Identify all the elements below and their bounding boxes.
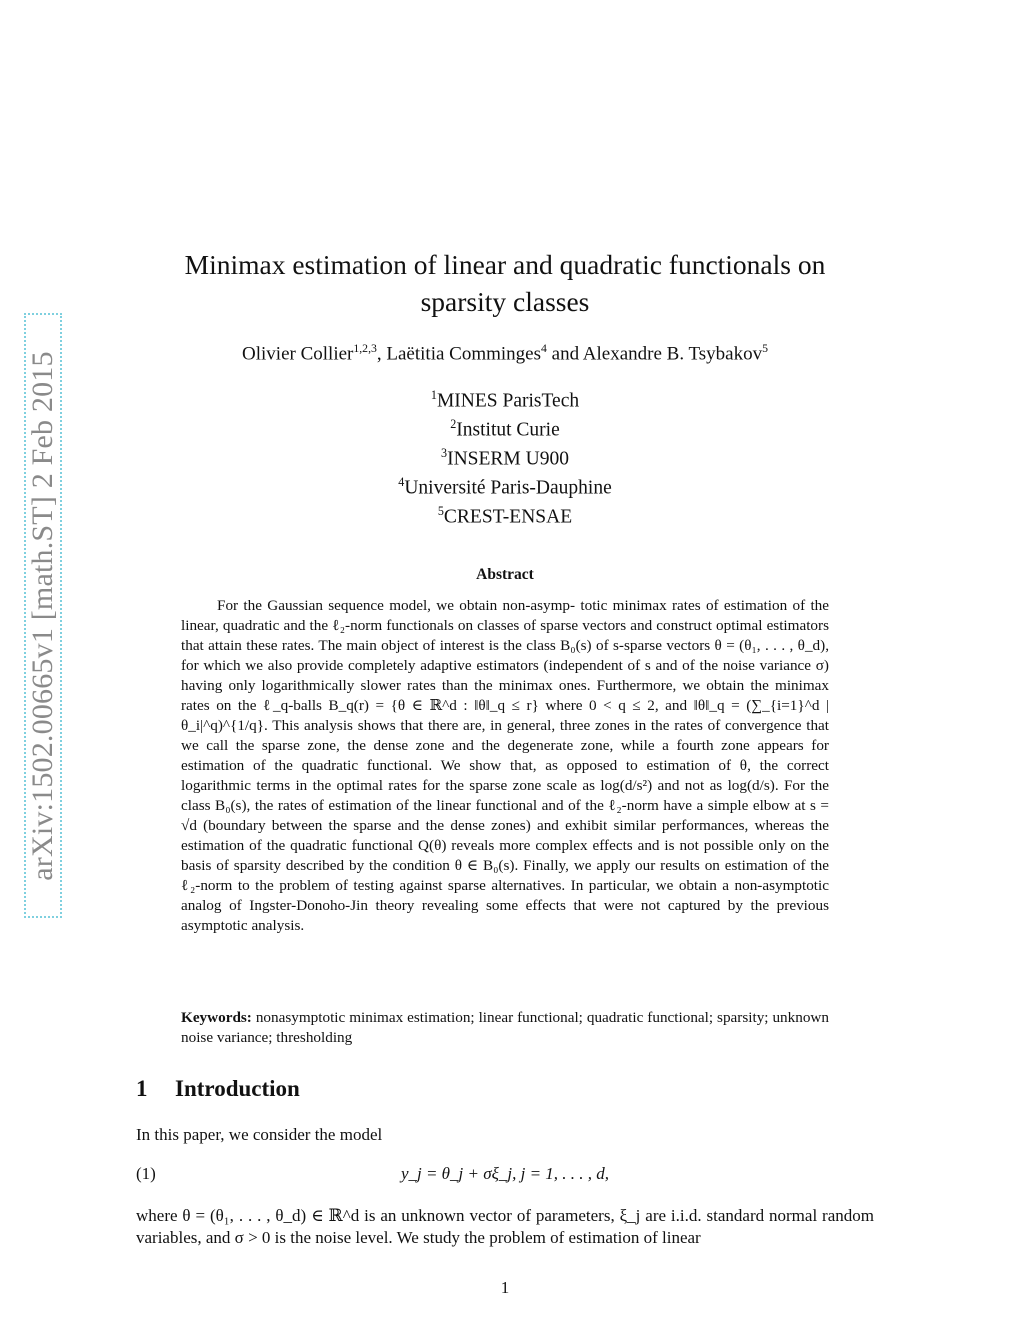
affiliation-list: [300, 384, 710, 529]
equation: y_j = θ_j + σξ_j, j = 1, . . . , d,: [400, 1164, 610, 1183]
author-2: Laëtitia Comminges: [386, 343, 541, 365]
equation-number: (1): [136, 1164, 156, 1183]
author-3-affil: 5: [762, 342, 768, 355]
title-line-2: sparsity classes: [420, 286, 590, 317]
affiliation-number: 5: [437, 503, 444, 518]
abstract-heading: Abstract: [476, 566, 534, 583]
section-heading: [136, 1076, 300, 1102]
paper-title: [140, 246, 870, 320]
author-separator: ,: [376, 343, 387, 365]
affiliation-number: 3: [441, 445, 448, 460]
affiliation: [300, 500, 710, 529]
affiliation: [300, 471, 710, 500]
author-separator: and: [546, 343, 583, 365]
author-1-affil: 1,2,3: [353, 342, 377, 355]
author-3: Alexandre B. Tsybakov: [582, 343, 763, 365]
affiliation-number: 4: [398, 474, 405, 489]
affiliation: [300, 442, 710, 471]
title-line-1: Minimax estimation of linear and quadratic functionals on: [184, 249, 826, 280]
author-list: [100, 342, 910, 365]
keywords: [181, 1008, 829, 1048]
keywords-label: Keywords:: [181, 1009, 252, 1026]
affiliation-name: Université Paris-Dauphine: [404, 477, 612, 499]
affiliation-name: CREST-ENSAE: [443, 506, 573, 528]
affiliation-name: MINES ParisTech: [436, 390, 580, 412]
section-number: 1: [136, 1076, 148, 1101]
affiliation: [300, 384, 710, 413]
intro-paragraph: In this paper, we consider the model: [136, 1125, 383, 1144]
affiliation-number: 1: [430, 388, 437, 402]
author-2-affil: 4: [541, 342, 547, 355]
keywords-text: nonasymptotic minimax estimation; linear functional; quadratic functional; sparsity; unknown noise variance; thresholding: [181, 1009, 829, 1046]
affiliation-number: 2: [450, 416, 457, 431]
arxiv-stamp: [24, 313, 62, 918]
affiliation-name: INSERM U900: [447, 448, 569, 470]
abstract-body: For the Gaussian sequence model, we obtain non-asymp- totic minimax rates of estimation of the linear, quadratic and the ℓ₂-norm functionals on classes of sparse vectors and construct optimal estimators that attain these rates. The main object of interest is the class B₀(s) of s-sparse vectors θ = (θ₁, . . . , θ_d), for which we also provide completely adaptive estimators (independent of s and of the noise variance σ) having only logarithmically slower rates than the minimax ones. Furthermore, we obtain the minimax rates on the ℓ_q-balls B_q(r) = {θ ∈ ℝ^d : ‖θ‖_q ≤ r} where 0 < q ≤ 2, and ‖θ‖_q = (∑_{i=1}^d |θ_i|^q)^{1/q}. This analysis shows that there are, in general, three zones in the rates of convergence that we call the sparse zone, the dense zone and the degenerate zone, while a fourth zone appears for estimation of the quadratic functional. We show that, as opposed to estimation of θ, the correct logarithmic terms in the optimal rates for the sparse zone scale as log(d/s²) and not as log(d/s). For the class B₀(s), the rates of estimation of the linear functional and of the ℓ₂-norm have a simple elbow at s = √d (boundary between the sparse and the dense zones) and exhibit similar performances, whereas the estimation of the quadratic functional Q(θ) reveals more complex effects and is not possible only on the basis of sparsity described by the condition θ ∈ B₀(s). Finally, we apply our results on estimation of the ℓ₂-norm to the problem of testing against sparse alternatives. In particular, we obtain a non-asymptotic analog of Ingster-Donoho-Jin theory revealing some effects that were not captured by the previous asymptotic analysis.: [181, 597, 829, 934]
author-1: Olivier Collier: [242, 343, 354, 365]
section-title: Introduction: [175, 1076, 300, 1101]
arxiv-identifier: arXiv:1502.00665v1 [math.ST] 2 Feb 2015: [26, 350, 59, 881]
affiliation: [300, 413, 710, 442]
body-paragraph: where θ = (θ₁, . . . , θ_d) ∈ ℝ^d is an unknown vector of parameters, ξ_j are i.i.d. standard normal random variables, and σ > 0 is the noise level. We study the problem of estimation of linear: [136, 1206, 874, 1247]
page-number: 1: [500, 1278, 510, 1297]
affiliation-name: Institut Curie: [456, 419, 560, 441]
